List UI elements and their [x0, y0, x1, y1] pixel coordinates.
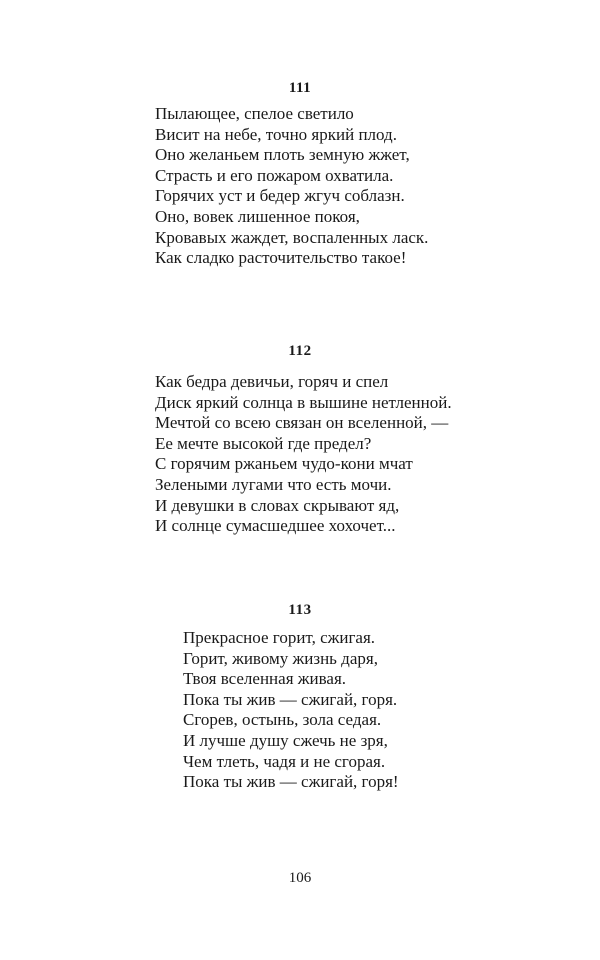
poem-113-stanza — [183, 628, 399, 793]
poem-line: Как сладко расточительство такое! — [155, 248, 407, 268]
poem-number-111: 111 — [288, 80, 312, 96]
poem-line: Мечтой со всею связан он вселенной, — — [155, 413, 449, 433]
poem-line: Оно желаньем плоть земную жжет, — [155, 145, 410, 165]
poem-line: Пока ты жив — сжигай, горя! — [183, 772, 399, 792]
poem-line: Диск яркий солнца в вышине нетленной. — [155, 392, 452, 412]
poem-line: Висит на небе, точно яркий плод. — [155, 124, 397, 144]
poem-line: Кровавых жаждет, воспаленных ласк. — [155, 227, 429, 247]
poem-line: Пока ты жив — сжигай, горя. — [183, 689, 398, 709]
poem-line: И лучше душу сжечь не зря, — [183, 730, 388, 750]
poem-line: Чем тлеть, чадя и не сгорая. — [183, 751, 386, 771]
poem-line: Горит, живому жизнь даря, — [183, 648, 378, 668]
poem-line: Зелеными лугами что есть мочи. — [155, 474, 392, 494]
poem-number-112: 112 — [288, 343, 312, 359]
poem-line: Оно, вовек лишенное покоя, — [155, 206, 360, 226]
poem-line: Как бедра девичьи, горяч и спел — [155, 372, 389, 391]
poem-line: Пылающее, спелое светило — [155, 104, 354, 123]
poem-line: Ее мечте высокой где предел? — [155, 433, 372, 453]
page-number: 106 — [288, 870, 312, 886]
poem-line: Твоя вселенная живая. — [183, 669, 347, 689]
poem-line: И солнце сумасшедшее хохочет... — [155, 516, 396, 536]
poem-112-stanza — [155, 372, 452, 537]
poem-line: Прекрасное горит, сжигая. — [183, 628, 376, 647]
poem-line: И девушки в словах скрывают яд, — [155, 495, 400, 515]
poem-line: Страсть и его пожаром охватила. — [155, 165, 394, 185]
poem-line: Горячих уст и бедер жгуч соблазн. — [155, 186, 405, 206]
poem-line: С горячим ржаньем чудо-кони мчат — [155, 454, 413, 474]
poem-number-113: 113 — [288, 602, 312, 618]
poem-111-stanza — [155, 104, 428, 269]
poem-line: Сгорев, остынь, зола седая. — [183, 710, 382, 730]
